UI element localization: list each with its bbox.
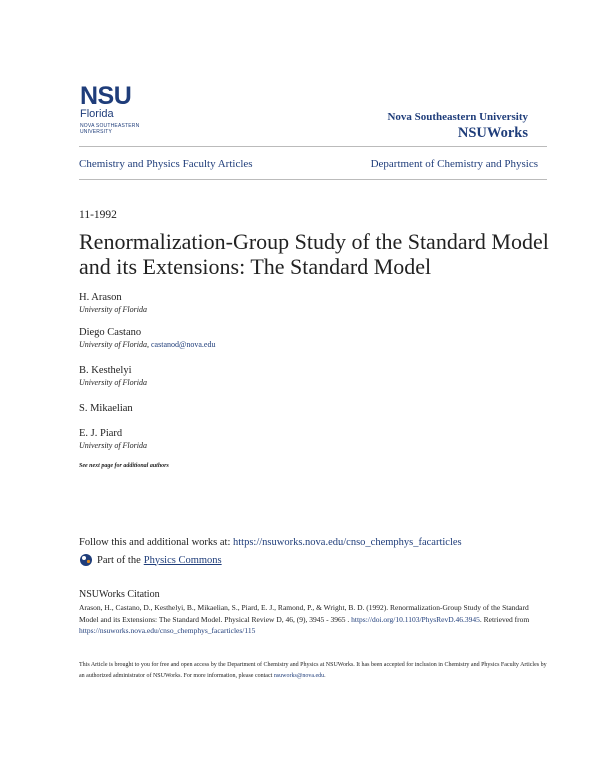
- logo-main: NSU: [80, 82, 132, 110]
- author-affiliation: [79, 339, 215, 350]
- author-4: [79, 402, 133, 415]
- citation-line-2: the Standard Model and its Extensions: The Standard Model. Physical Review D, 46, (9), 3945 - 3965 .: [79, 603, 529, 624]
- header-divider: [79, 146, 547, 147]
- citation-body: [79, 602, 539, 637]
- footer-line-1: This Article is brought to you for free and open access by the Department of Chemistry and Physics at NSUWorks. It has been accepted for inclusion in: [79, 662, 443, 668]
- author-name: Diego Castano: [79, 327, 142, 338]
- author-affiliation: University of Florida: [79, 441, 147, 450]
- author-affiliation: University of Florida: [79, 305, 147, 314]
- breadcrumb-left[interactable]: [79, 158, 253, 170]
- author-name: H. Arason: [79, 292, 122, 303]
- author-5: [79, 427, 147, 451]
- physics-commons-link[interactable]: Physics Commons: [143, 554, 222, 566]
- retrieved-text: . Retrieved from: [479, 614, 530, 624]
- retrieved-url-link[interactable]: https://nsuworks.nova.edu/cnso_chemphys_facarticles/115: [79, 626, 256, 635]
- part-of-text: Part of the: [97, 554, 141, 566]
- author-3: [79, 364, 147, 388]
- see-next-note: See next page for additional authors: [79, 463, 169, 469]
- logo-tag: NOVA SOUTHEASTERN UNIVERSITY: [80, 123, 140, 135]
- logo-sub: Florida: [80, 108, 114, 120]
- breadcrumb-right[interactable]: [371, 158, 538, 170]
- author-name: E. J. Piard: [79, 428, 123, 439]
- part-of-line: [79, 553, 222, 567]
- repository-name: NSUWorks: [457, 125, 528, 141]
- citation-heading: NSUWorks Citation: [79, 589, 160, 600]
- contact-email-link[interactable]: nsuworks@nova.edu: [273, 673, 325, 679]
- article-title: Renormalization-Group Study of the Standard Model and its Extensions: The Standard Model: [79, 229, 549, 279]
- university-block: [387, 110, 528, 142]
- follow-text: Follow this and additional works at:: [79, 537, 233, 548]
- article-date: 11-1992: [79, 209, 117, 221]
- author-2: [79, 326, 215, 350]
- author-email-link[interactable]: castanod@nova.edu: [151, 340, 216, 349]
- author-name: S. Mikaelian: [79, 403, 133, 414]
- footer-line-2: Chemistry and Physics Faculty Articles by an authorized administrator of NSUWorks. For more information, please contact: [79, 662, 547, 679]
- nsu-logo: [80, 84, 150, 135]
- follow-line: [79, 537, 462, 548]
- department-link[interactable]: Department of Chemistry and Physics: [370, 158, 538, 170]
- breadcrumb-divider: [79, 179, 547, 180]
- collection-link[interactable]: Chemistry and Physics Faculty Articles: [79, 158, 253, 170]
- citation-line-1: Arason, H., Castano, D., Kesthelyi, B., Mikaelian, S., Piard, E. J., Ramond, P., & Wright, B. D. (1992). Renormalization-Group Study of: [79, 603, 490, 612]
- footer-notice: [79, 660, 549, 682]
- author-1: [79, 291, 147, 315]
- university-name: Nova Southeastern University: [387, 111, 528, 123]
- author-name: B. Kesthelyi: [79, 365, 132, 376]
- commons-network-icon: [79, 553, 93, 567]
- collection-url-link[interactable]: https://nsuworks.nova.edu/cnso_chemphys_facarticles: [233, 537, 462, 548]
- affiliation-text: University of Florida,: [79, 340, 149, 349]
- doi-link[interactable]: https://doi.org/10.1103/PhysRevD.46.3945: [351, 614, 480, 624]
- footer-end: .: [324, 673, 326, 679]
- author-affiliation: University of Florida: [79, 378, 147, 387]
